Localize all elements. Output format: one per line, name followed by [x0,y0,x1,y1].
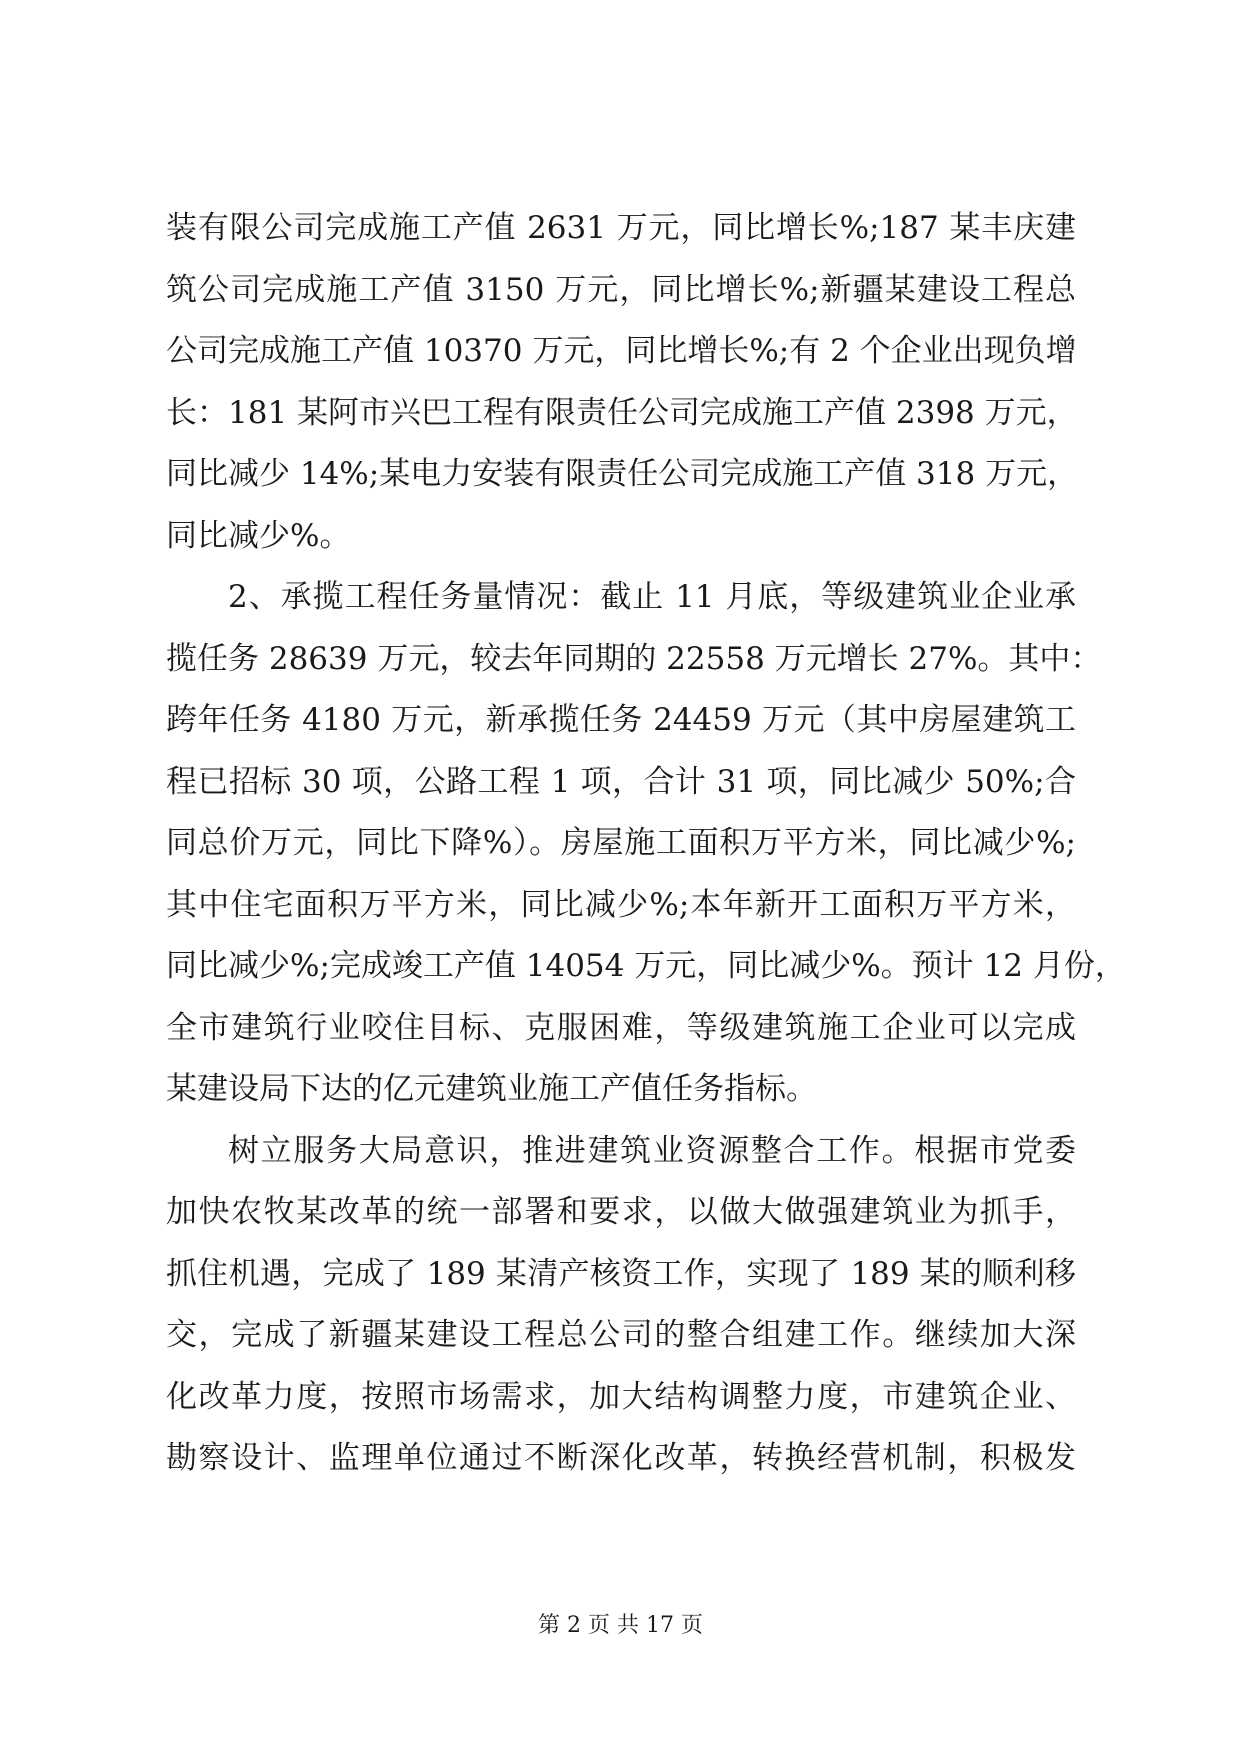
text-line: 树立服务大局意识，推进建筑业资源整合工作。根据市党委 [228,1132,1076,1169]
text-line: 同比减少 14%;某电力安装有限责任公司完成施工产值 318 万元， [166,456,1079,492]
paragraph [166,567,1126,1121]
text-line: 跨年任务 4180 万元，新承揽任务 24459 万元（其中房屋建筑工 [166,702,1076,738]
paragraph [166,198,1079,567]
text-line: 勘察设计、监理单位通过不断深化改革，转换经营机制，积极发 [166,1440,1076,1476]
text-line: 某建设局下达的亿元建筑业施工产值任务指标。 [166,1071,817,1107]
text-line: 全市建筑行业咬住目标、克服困难，等级建筑施工企业可以完成 [166,1009,1076,1046]
text-line: 其中住宅面积万平方米，同比减少%;本年新开工面积万平方米， [166,886,1076,923]
text-line: 同比减少%;完成竣工产值 14054 万元，同比减少%。预计 12 月份， [166,948,1126,984]
text-line: 化改革力度，按照市场需求，加大结构调整力度，市建筑企业、 [166,1378,1076,1415]
text-line: 2、承揽工程任务量情况：截止 11 月底，等级建筑业企业承 [228,579,1076,615]
paragraph [166,1121,1076,1490]
page-footer: 第 2 页 共 17 页 [538,1613,703,1638]
text-line: 装有限公司完成施工产值 2631 万元，同比增长%;187 某丰庆建 [166,210,1076,246]
text-line: 程已招标 30 项，公路工程 1 项，合计 31 项，同比减少 50%;合 [166,763,1076,800]
text-line: 同总价万元，同比下降%）。房屋施工面积万平方米，同比减少%; [166,825,1076,861]
text-line: 加快农牧某改革的统一部署和要求，以做大做强建筑业为抓手， [166,1194,1076,1230]
text-line: 同比减少%。 [166,517,351,554]
text-line: 揽任务 28639 万元，较去年同期的 22558 万元增长 27%。其中： [166,640,1102,677]
text-line: 长：181 某阿市兴巴工程有限责任公司完成施工产值 2398 万元， [166,394,1078,431]
text-line: 公司完成施工产值 10370 万元，同比增长%;有 2 个企业出现负增 [166,333,1077,369]
document-body [166,198,1126,1490]
text-line: 抓住机遇，完成了 189 某清产核资工作，实现了 189 某的顺利移 [166,1255,1076,1292]
text-line: 筑公司完成施工产值 3150 万元，同比增长%;新疆某建设工程总 [166,271,1076,308]
text-line: 交，完成了新疆某建设工程总公司的整合组建工作。继续加大深 [166,1317,1076,1353]
